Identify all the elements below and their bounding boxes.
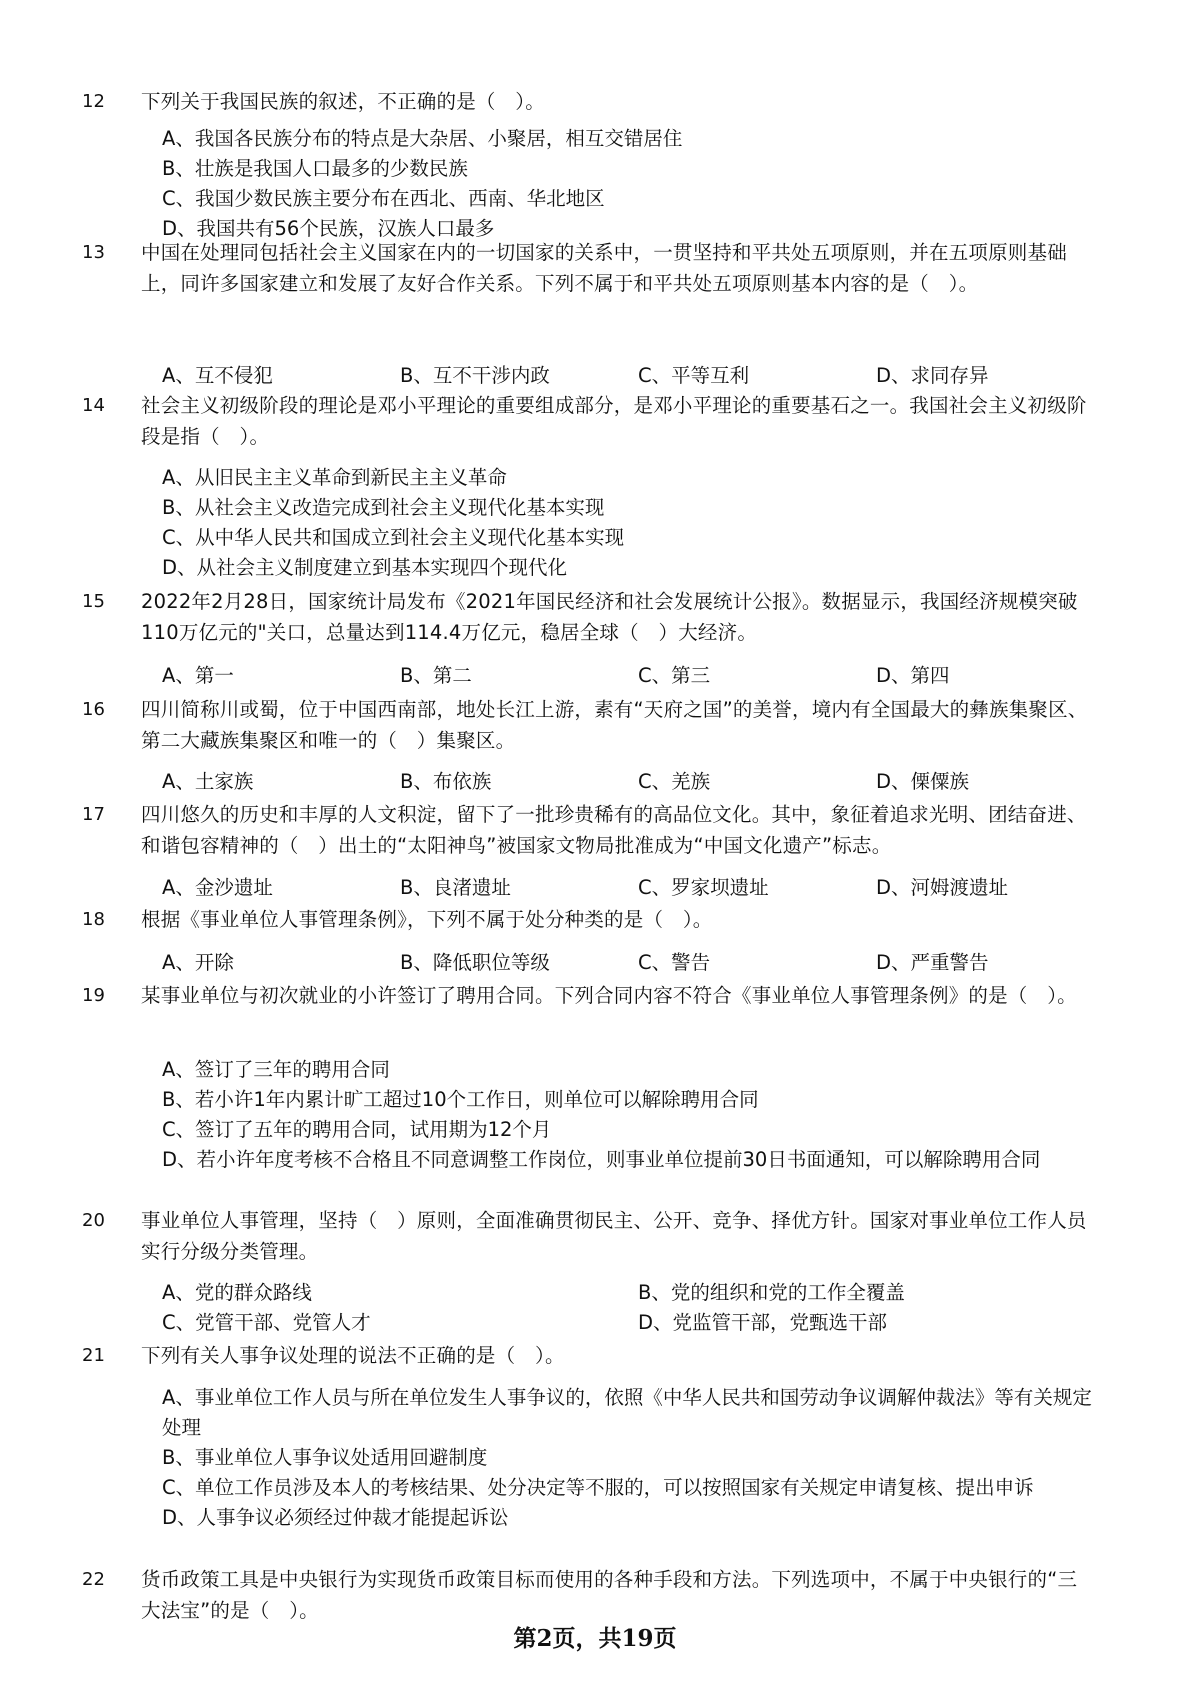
options-19 xyxy=(162,1055,1092,1175)
option-d[interactable]: D、第四 xyxy=(876,664,950,687)
option-c[interactable]: C、羌族 xyxy=(638,770,711,793)
question-number: 12 xyxy=(82,91,105,112)
question-number: 19 xyxy=(82,985,105,1006)
question-number: 21 xyxy=(82,1345,105,1366)
question-text: 货币政策工具是中央银行为实现货币政策目标而使用的各种手段和方法。下列选项中，不属于中央银行的“三大法宝”的是（ ）。 xyxy=(141,1568,1078,1622)
option-b[interactable]: B、从社会主义改造完成到社会主义现代化基本实现 xyxy=(162,496,605,519)
question-text: 四川简称川或蜀，位于中国西南部，地处长江上游，素有“天府之国”的美誉，境内有全国最大的彝族集聚区、第二大藏族集聚区和唯一的（ ）集聚区。 xyxy=(141,698,1088,752)
options-21 xyxy=(162,1383,1092,1533)
option-b[interactable]: B、降低职位等级 xyxy=(400,951,550,974)
option-d[interactable]: D、若小许年度考核不合格且不同意调整工作岗位，则事业单位提前30日书面通知，可以解除聘用合同 xyxy=(162,1148,1041,1171)
option-a[interactable]: A、开除 xyxy=(162,951,234,974)
option-a[interactable]: A、土家族 xyxy=(162,770,254,793)
option-b[interactable]: B、壮族是我国人口最多的少数民族 xyxy=(162,157,468,180)
question-number: 20 xyxy=(82,1210,105,1231)
option-a[interactable]: A、从旧民主主义革命到新民主主义革命 xyxy=(162,466,507,489)
option-b[interactable]: B、互不干涉内政 xyxy=(400,364,550,387)
option-b[interactable]: B、良渚遗址 xyxy=(400,876,511,899)
question-text: 中国在处理同包括社会主义国家在内的一切国家的关系中，一贯坚持和平共处五项原则，并在五项原则基础上，同许多国家建立和发展了友好合作关系。下列不属于和平共处五项原则基本内容的是（ ）。 xyxy=(141,241,1067,295)
question-number: 17 xyxy=(82,804,105,825)
question-text: 根据《事业单位人事管理条例》，下列不属于处分种类的是（ ）。 xyxy=(141,908,713,931)
option-a[interactable]: A、互不侵犯 xyxy=(162,364,273,387)
option-c[interactable]: C、第三 xyxy=(638,664,711,687)
option-d[interactable]: D、人事争议必须经过仲裁才能提起诉讼 xyxy=(162,1506,509,1529)
options-13 xyxy=(162,361,1092,391)
question-number: 16 xyxy=(82,699,105,720)
option-c[interactable]: C、我国少数民族主要分布在西北、西南、华北地区 xyxy=(162,187,605,210)
option-b[interactable]: B、若小许1年内累计旷工超过10个工作日，则单位可以解除聘用合同 xyxy=(162,1088,759,1111)
option-a[interactable]: A、金沙遗址 xyxy=(162,876,273,899)
options-18 xyxy=(162,948,1092,978)
option-b[interactable]: B、第二 xyxy=(400,664,472,687)
question-number: 22 xyxy=(82,1569,105,1590)
option-c[interactable]: C、从中华人民共和国成立到社会主义现代化基本实现 xyxy=(162,526,625,549)
option-a[interactable]: A、事业单位工作人员与所在单位发生人事争议的，依照《中华人民共和国劳动争议调解仲裁法》等有关规定处理 xyxy=(162,1386,1092,1439)
question-text: 某事业单位与初次就业的小许签订了聘用合同。下列合同内容不符合《事业单位人事管理条例》的是（ ）。 xyxy=(141,984,1077,1007)
option-a[interactable]: A、党的群众路线 xyxy=(162,1281,312,1304)
options-14 xyxy=(162,463,1092,583)
option-a[interactable]: A、第一 xyxy=(162,664,234,687)
option-c[interactable]: C、党管干部、党管人才 xyxy=(162,1311,371,1334)
option-c[interactable]: C、签订了五年的聘用合同，试用期为12个月 xyxy=(162,1118,552,1141)
option-b[interactable]: B、事业单位人事争议处适用回避制度 xyxy=(162,1446,488,1469)
options-15 xyxy=(162,661,1092,691)
question-text: 2022年2月28日，国家统计局发布《2021年国民经济和社会发展统计公报》。数据显示，我国经济规模突破110万亿元的"关口，总量达到114.4万亿元，稳居全球（ ）大经济。 xyxy=(141,590,1078,644)
option-a[interactable]: A、我国各民族分布的特点是大杂居、小聚居，相互交错居住 xyxy=(162,127,683,150)
option-c[interactable]: C、罗家坝遗址 xyxy=(638,876,769,899)
options-12 xyxy=(162,124,1092,244)
option-d[interactable]: D、河姆渡遗址 xyxy=(876,876,1009,899)
option-b[interactable]: B、布依族 xyxy=(400,770,492,793)
options-16 xyxy=(162,767,1092,797)
question-text: 下列关于我国民族的叙述，不正确的是（ ）。 xyxy=(141,90,545,113)
option-a[interactable]: A、签订了三年的聘用合同 xyxy=(162,1058,390,1081)
option-b[interactable]: B、党的组织和党的工作全覆盖 xyxy=(638,1281,905,1304)
option-c[interactable]: C、警告 xyxy=(638,951,711,974)
question-number: 15 xyxy=(82,591,105,612)
option-d[interactable]: D、党监管干部，党甄选干部 xyxy=(638,1311,888,1334)
question-text: 事业单位人事管理，坚持（ ）原则，全面准确贯彻民主、公开、竞争、择优方针。国家对事业单位工作人员实行分级分类管理。 xyxy=(141,1209,1087,1263)
question-text: 下列有关人事争议处理的说法不正确的是（ ）。 xyxy=(141,1344,565,1367)
option-c[interactable]: C、单位工作员涉及本人的考核结果、处分决定等不服的，可以按照国家有关规定申请复核、提出申诉 xyxy=(162,1476,1034,1499)
question-text: 社会主义初级阶段的理论是邓小平理论的重要组成部分，是邓小平理论的重要基石之一。我国社会主义初级阶段是指（ ）。 xyxy=(141,394,1087,448)
options-17 xyxy=(162,873,1092,903)
options-20 xyxy=(162,1278,1092,1338)
question-number: 18 xyxy=(82,909,105,930)
option-d[interactable]: D、严重警告 xyxy=(876,951,989,974)
option-d[interactable]: D、我国共有56个民族，汉族人口最多 xyxy=(162,217,495,240)
page-footer: 第2页，共19页 xyxy=(513,1625,677,1652)
question-number: 14 xyxy=(82,395,105,416)
question-text: 四川悠久的历史和丰厚的人文积淀，留下了一批珍贵稀有的高品位文化。其中，象征着追求光明、团结奋进、和谐包容精神的（ ）出土的“太阳神鸟”被国家文物局批准成为“中国文化遗产”标志。 xyxy=(141,803,1087,857)
option-d[interactable]: D、从社会主义制度建立到基本实现四个现代化 xyxy=(162,556,568,579)
option-d[interactable]: D、傈僳族 xyxy=(876,770,970,793)
option-c[interactable]: C、平等互利 xyxy=(638,364,750,387)
question-number: 13 xyxy=(82,242,105,263)
option-d[interactable]: D、求同存异 xyxy=(876,364,989,387)
